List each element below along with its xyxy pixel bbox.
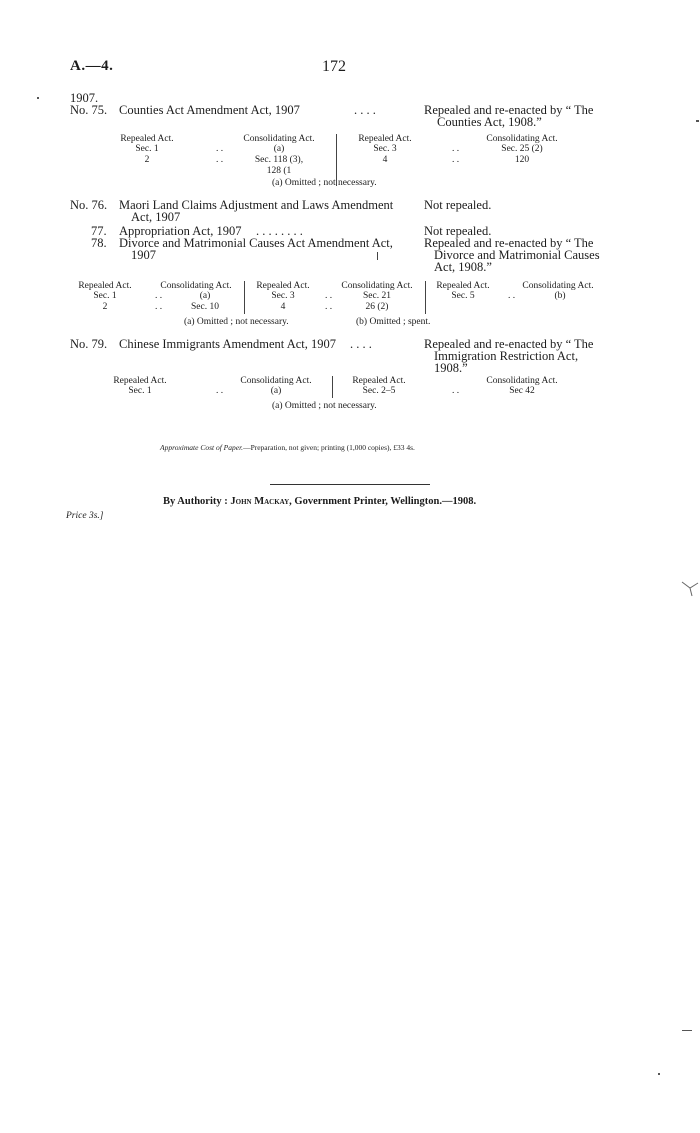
entry-76-title-line1: Maori Land Claims Adjustment and Laws Amendment — [119, 198, 394, 212]
e75-r2-dots-a: . . — [216, 155, 224, 165]
imprint-prefix: By Authority : — [163, 496, 228, 507]
e79-r1-dots-b: . . — [452, 386, 460, 396]
e78-h4: Consolidating Act. — [341, 281, 413, 291]
e78-h6: Consolidating Act. — [522, 281, 594, 291]
entry-77-status: Not repealed. — [424, 224, 492, 238]
entry-75-dots: . . . . — [354, 103, 376, 117]
e78-h3: Repealed Act. — [256, 281, 310, 291]
footer-rule — [270, 484, 430, 485]
e78-r1-repealed-2: Sec. 3 — [271, 291, 295, 301]
e75-r1-consol-a: (a) — [273, 144, 285, 154]
scan-mark — [658, 1073, 660, 1075]
year-heading: 1907. — [70, 91, 99, 105]
e79-note: (a) Omitted ; not necessary. — [272, 401, 377, 411]
e75-r1-repealed-b: Sec. 3 — [373, 144, 397, 154]
entry-78-status-line3: Act, 1908.” — [434, 260, 492, 274]
e79-h-repealed-b: Repealed Act. — [352, 376, 406, 386]
entry-75-status-line2: Counties Act, 1908.” — [437, 115, 542, 129]
e79-h-consol-b: Consolidating Act. — [486, 376, 558, 386]
e79-h-repealed-a: Repealed Act. — [113, 376, 167, 386]
entry-75-number: No. 75. — [70, 103, 108, 117]
e78-column-divider-2 — [425, 281, 426, 314]
e79-column-divider — [332, 376, 333, 398]
entry-78-status-line1: Repealed and re-enacted by “ The — [424, 236, 594, 250]
e78-r1-dots-1: . . — [155, 291, 163, 301]
imprint-name: John Mackay, — [230, 496, 292, 507]
e79-r1-repealed-a: Sec. 1 — [128, 386, 152, 396]
e78-note-a: (a) Omitted ; not necessary. — [184, 317, 289, 327]
entry-79-status-line3: 1908.” — [434, 361, 468, 375]
entry-79-status-line2: Immigration Restriction Act, — [434, 349, 579, 363]
document-code: A.—4. — [70, 58, 114, 74]
price: Price 3s.] — [66, 511, 104, 521]
e75-r3-consol-a: 128 (1 — [266, 166, 292, 176]
e78-h1: Repealed Act. — [78, 281, 132, 291]
e78-column-divider-1 — [244, 281, 245, 314]
entry-78-status-line2: Divorce and Matrimonial Causes — [434, 248, 600, 262]
entry-79-number: No. 79. — [70, 337, 108, 351]
e79-r1-consol-a: (a) — [270, 386, 282, 396]
entry-79-title: Chinese Immigrants Amendment Act, 1907 — [119, 337, 336, 351]
entry-75-status-line1: Repealed and re-enacted by “ The — [424, 103, 594, 117]
entry-76-status: Not repealed. — [424, 198, 492, 212]
scan-mark — [696, 120, 699, 122]
entry-77-dots: . . . . . . . . — [256, 224, 303, 238]
e78-r1-repealed-1: Sec. 1 — [93, 291, 117, 301]
e75-column-divider — [336, 134, 337, 186]
entry-76-number: No. 76. — [70, 198, 108, 212]
e75-h-consol-a: Consolidating Act. — [243, 134, 315, 144]
e75-r1-dots-a: . . — [216, 144, 224, 154]
e75-r2-repealed-a: 2 — [144, 155, 150, 165]
e78-r2-consol-2: 26 (2) — [365, 302, 389, 312]
e75-h-consol-b: Consolidating Act. — [486, 134, 558, 144]
e78-r2-repealed-1: 2 — [102, 302, 108, 312]
e78-r1-consol-1: (a) — [199, 291, 211, 301]
e78-r1-dots-2: . . — [325, 291, 333, 301]
entry-75-title: Counties Act Amendment Act, 1907 — [119, 103, 300, 117]
cost-text: —Preparation, not given; printing (1,000 copies), £33 4s. — [243, 443, 415, 452]
scan-mark — [37, 97, 39, 99]
e79-r1-consol-b: Sec 42 — [509, 386, 535, 396]
cost-line — [160, 443, 415, 452]
e78-stray-mark — [377, 252, 378, 260]
e78-r2-consol-1: Sec. 10 — [191, 302, 219, 312]
entry-79-status-line1: Repealed and re-enacted by “ The — [424, 337, 594, 351]
page-number: 172 — [322, 58, 346, 75]
e78-note-b: (b) Omitted ; spent. — [356, 317, 431, 327]
entry-78-number: 78. — [91, 236, 107, 250]
e75-r2-repealed-b: 4 — [382, 155, 388, 165]
e75-r2-consol-b: 120 — [514, 155, 530, 165]
entry-78-title-line1: Divorce and Matrimonial Causes Act Amendment Act, — [119, 236, 393, 250]
entry-76-title-line2: Act, 1907 — [131, 210, 181, 224]
e75-r1-repealed-a: Sec. 1 — [135, 144, 159, 154]
e75-r1-dots-b: . . — [452, 144, 460, 154]
e78-h2: Consolidating Act. — [160, 281, 232, 291]
e75-h-repealed-a: Repealed Act. — [120, 134, 174, 144]
e79-r1-dots-a: . . — [216, 386, 224, 396]
entry-79-dots: . . . . — [350, 337, 372, 351]
e78-r1-repealed-3: Sec. 5 — [451, 291, 475, 301]
e78-h5: Repealed Act. — [436, 281, 490, 291]
entry-78-title-line2: 1907 — [131, 248, 156, 262]
entry-77-number: 77. — [91, 224, 107, 238]
cost-label: Approximate Cost of Paper. — [160, 443, 244, 452]
e78-r1-consol-2: Sec. 21 — [363, 291, 391, 301]
imprint-suffix: Government Printer, Wellington.—1908. — [294, 496, 477, 507]
e79-h-consol-a: Consolidating Act. — [240, 376, 312, 386]
e75-r2-dots-b: . . — [452, 155, 460, 165]
imprint-line — [163, 496, 476, 507]
scan-mark — [682, 1030, 692, 1031]
e75-r1-consol-b: Sec. 25 (2) — [501, 144, 543, 154]
e78-r1-dots-3: . . — [508, 291, 516, 301]
entry-77-title: Appropriation Act, 1907 — [119, 224, 242, 238]
e75-note: (a) Omitted ; not necessary. — [272, 178, 377, 188]
e78-r1-consol-3: (b) — [554, 291, 566, 301]
e78-r2-repealed-2: 4 — [280, 302, 286, 312]
e75-h-repealed-b: Repealed Act. — [358, 134, 412, 144]
e79-r1-repealed-b: Sec. 2–5 — [362, 386, 396, 396]
e78-r2-dots-1: . . — [155, 302, 163, 312]
e78-r2-dots-2: . . — [325, 302, 333, 312]
page-fold-mark — [680, 580, 700, 600]
e75-r2-consol-a: Sec. 118 (3), — [254, 155, 304, 165]
